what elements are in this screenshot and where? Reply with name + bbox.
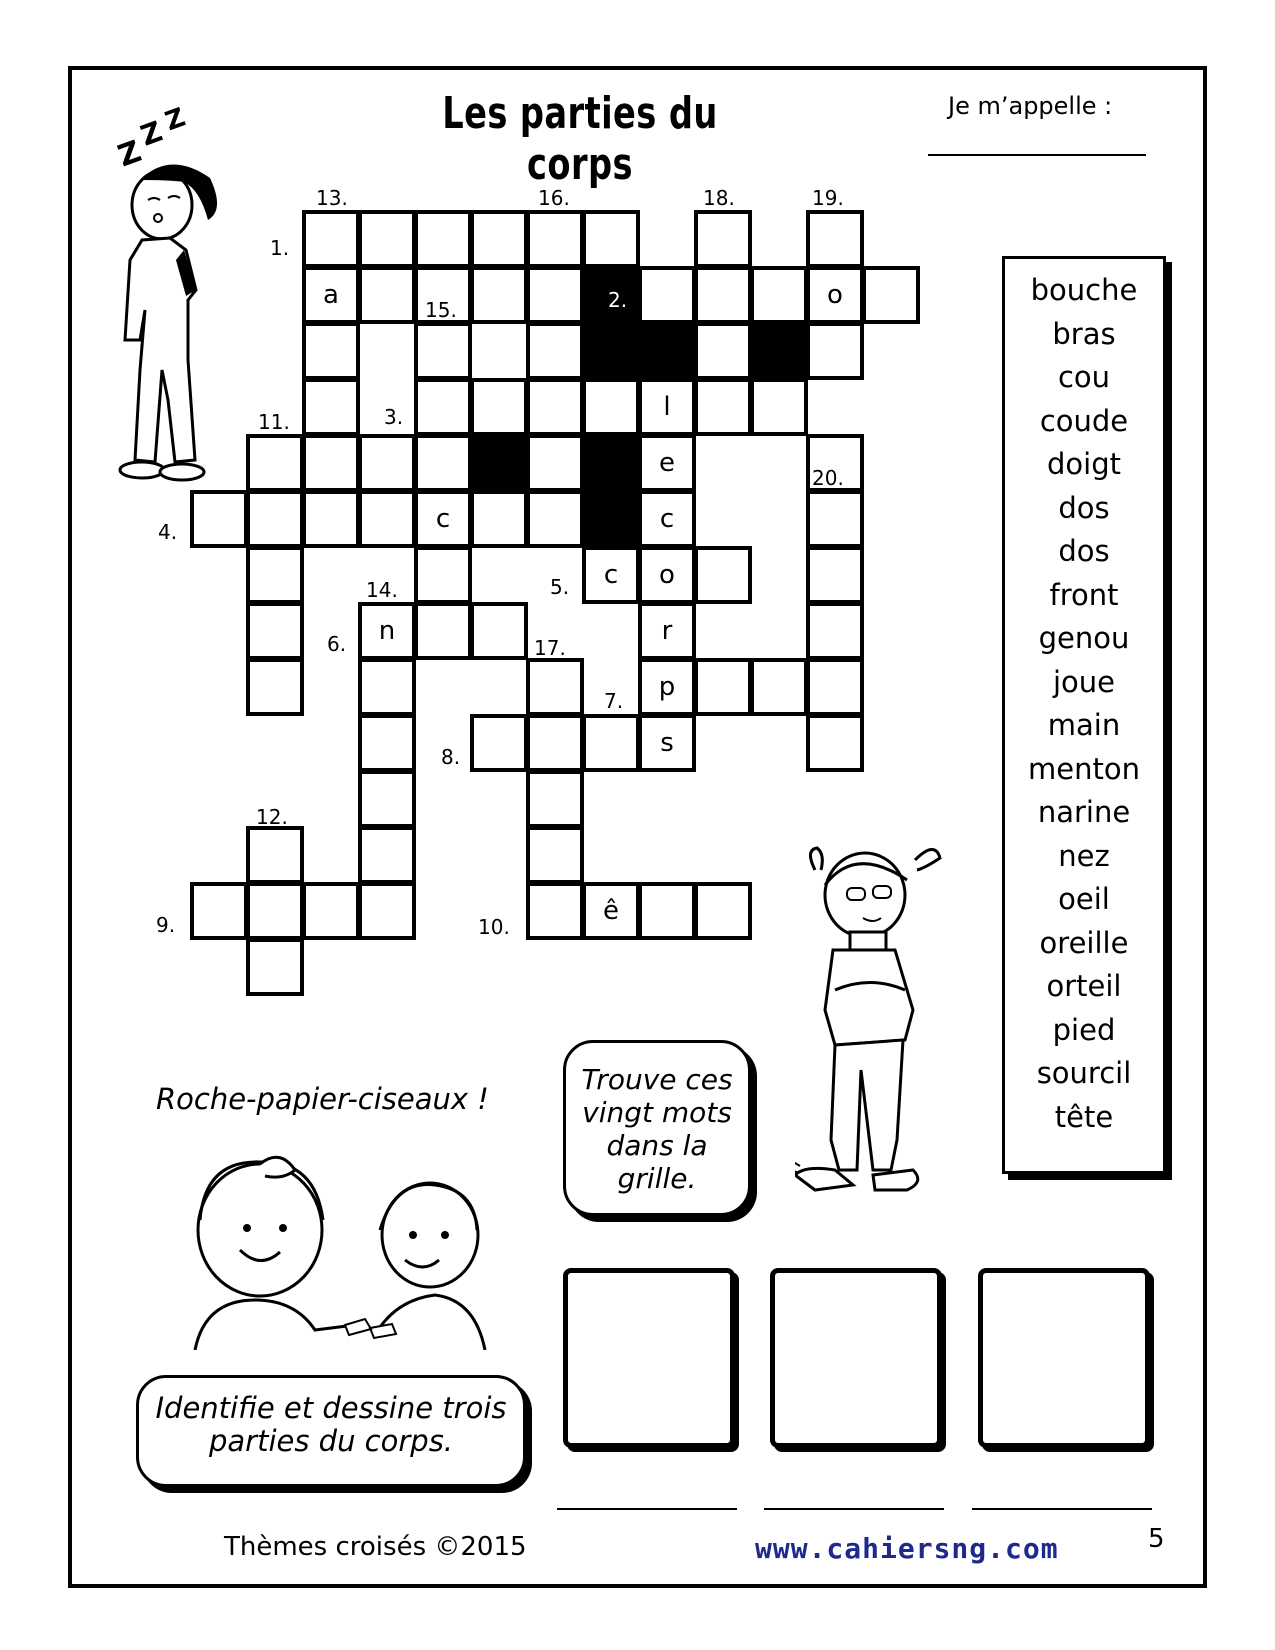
clue-number: 6. (327, 632, 347, 656)
crossword-cell[interactable] (694, 658, 752, 716)
crossword-cell[interactable] (638, 434, 696, 492)
crossword-cell[interactable] (638, 546, 696, 604)
clue-number: 8. (441, 745, 461, 769)
given-letter: a (323, 280, 339, 310)
crossword-cell[interactable] (638, 490, 696, 548)
name-label: Je m’appelle : (948, 92, 1113, 120)
crossword-cell[interactable] (302, 322, 360, 380)
kids-rps-illustration (165, 1150, 505, 1350)
word-list-item: main (1047, 708, 1121, 742)
crossword-cell[interactable] (582, 378, 640, 436)
word-list-item: pied (1052, 1012, 1116, 1047)
word-list-item: front (1049, 577, 1119, 612)
word-list-item: dos (1058, 534, 1110, 568)
word-list-item: coude (1039, 403, 1129, 438)
crossword-cell[interactable] (414, 490, 472, 548)
crossword-cell[interactable] (414, 210, 472, 268)
crossword-cell[interactable] (526, 322, 584, 380)
crossword-cell[interactable] (694, 378, 752, 436)
crossword-cell[interactable] (246, 490, 304, 548)
given-letter: c (603, 560, 619, 590)
clue-number: 17. (534, 636, 566, 660)
crossword-cell[interactable] (470, 210, 528, 268)
drawing-label-line-1[interactable] (557, 1508, 737, 1510)
clue-number: 2. (608, 288, 628, 312)
crossword-cell[interactable] (526, 266, 584, 324)
word-list-item: joue (1052, 664, 1116, 699)
svg-text:Z: Z (113, 134, 146, 175)
find-words-bubble: Trouve ces vingt mots dans la grille. (563, 1040, 751, 1216)
given-letter: o (827, 280, 843, 310)
clue-number: 9. (156, 913, 176, 937)
crossword-cell[interactable] (638, 602, 696, 660)
clue-number: 16. (538, 186, 570, 210)
crossword-cell[interactable] (358, 826, 416, 884)
clue-number: 1. (270, 236, 290, 260)
crossword-cell[interactable] (862, 266, 920, 324)
crossword-cell[interactable] (526, 490, 584, 548)
crossword-cell[interactable] (582, 546, 640, 604)
page-title: Les parties du corps (442, 88, 718, 190)
clue-number: 4. (158, 520, 178, 544)
clue-number: 11. (258, 410, 290, 434)
crossword-cell[interactable] (806, 490, 864, 548)
clue-number: 3. (384, 405, 404, 429)
crossword-cell[interactable] (470, 266, 528, 324)
drawing-box-3[interactable] (978, 1268, 1150, 1448)
word-list-item: oeil (1058, 882, 1110, 916)
word-list-item: tête (1054, 1099, 1114, 1134)
crossword-cell[interactable] (246, 546, 304, 604)
crossword-cell[interactable] (638, 658, 696, 716)
crossword-cell[interactable] (470, 714, 528, 772)
crossword-cell[interactable] (638, 714, 696, 772)
crossword-cell[interactable] (694, 266, 752, 324)
crossword-cell[interactable] (806, 322, 864, 380)
crossword-cell[interactable] (302, 882, 360, 940)
clue-number: 14. (366, 578, 398, 602)
crossword-cell[interactable] (806, 714, 864, 772)
crossword-cell[interactable] (582, 714, 640, 772)
crossword-cell[interactable] (414, 378, 472, 436)
crossword-cell[interactable] (246, 602, 304, 660)
given-letter: r (661, 616, 673, 646)
given-letter: e (659, 448, 675, 478)
draw-parts-bubble: Identifie et dessine trois parties du corps. (136, 1375, 526, 1487)
word-list-item: menton (1028, 751, 1140, 786)
crossword-cell[interactable] (582, 882, 640, 940)
word-list (1005, 259, 1163, 1139)
svg-text:Z: Z (136, 114, 167, 153)
footer-copyright: Thèmes croisés ©2015 (224, 1532, 527, 1562)
crossword-cell[interactable] (806, 658, 864, 716)
crossword-cell[interactable] (302, 490, 360, 548)
given-letter: ê (603, 896, 619, 926)
crossword-cell[interactable] (638, 266, 696, 324)
crossword-cell[interactable] (358, 434, 416, 492)
crossword-cell[interactable] (526, 434, 584, 492)
crossword-cell[interactable] (414, 322, 472, 380)
word-list-item: dos (1058, 490, 1110, 525)
crossword-cell[interactable] (246, 882, 304, 940)
crossword-cell[interactable] (638, 882, 696, 940)
crossword-cell[interactable] (694, 322, 752, 380)
crossword-cell[interactable] (358, 770, 416, 828)
clue-number: 20. (812, 466, 844, 490)
crossword-cell[interactable] (358, 714, 416, 772)
given-letter: s (660, 728, 674, 758)
clue-number: 15. (425, 298, 457, 322)
rps-caption: Roche-papier-ciseaux ! (156, 1082, 489, 1116)
clue-number: 10. (478, 915, 510, 939)
crossword-cell[interactable] (358, 882, 416, 940)
crossword-cell[interactable] (470, 602, 528, 660)
crossword-cell[interactable] (806, 546, 864, 604)
page-number: 5 (1148, 1524, 1165, 1554)
crossword-cell[interactable] (526, 826, 584, 884)
drawing-box-1[interactable] (563, 1268, 735, 1448)
crossword-cell[interactable] (470, 490, 528, 548)
crossword-cell[interactable] (526, 210, 584, 268)
clue-number: 5. (550, 575, 570, 599)
crossword-cell[interactable] (414, 546, 472, 604)
crossword-black-cell (470, 434, 528, 492)
crossword-cell[interactable] (190, 882, 248, 940)
given-letter: c (659, 504, 675, 534)
crossword-cell[interactable] (414, 434, 472, 492)
crossword-cell[interactable] (302, 434, 360, 492)
clue-number: 18. (703, 186, 735, 210)
crossword-cell[interactable] (358, 658, 416, 716)
word-list-item: bouche (1030, 273, 1138, 307)
drawing-label-line-2[interactable] (764, 1508, 944, 1510)
given-letter: p (658, 672, 676, 702)
crossword-cell[interactable] (246, 658, 304, 716)
crossword-cell[interactable] (358, 266, 416, 324)
crossword-black-cell (582, 434, 640, 492)
clue-number: 12. (256, 805, 288, 829)
word-list-item: cou (1057, 360, 1111, 394)
crossword-cell[interactable] (694, 882, 752, 940)
crossword-cell[interactable] (470, 378, 528, 436)
crossword-cell[interactable] (358, 210, 416, 268)
crossword-cell[interactable] (750, 378, 808, 436)
crossword-black-cell (582, 490, 640, 548)
crossword-cell[interactable] (246, 826, 304, 884)
crossword-cell[interactable] (414, 602, 472, 660)
word-list-box (1002, 256, 1166, 1174)
word-list-item: doigt (1047, 447, 1121, 481)
clue-number: 13. (316, 186, 348, 210)
given-letter: l (663, 392, 671, 422)
crossword-cell[interactable] (246, 938, 304, 996)
footer-url-link[interactable]: www.cahiersng.com (755, 1532, 1059, 1565)
crossword-black-cell (582, 266, 640, 324)
crossword-cell[interactable] (750, 266, 808, 324)
crossword-cell[interactable] (358, 602, 416, 660)
crossword-cell[interactable] (582, 210, 640, 268)
crossword-cell[interactable] (806, 602, 864, 660)
girl-glasses-illustration (795, 840, 945, 1220)
crossword-cell[interactable] (526, 714, 584, 772)
drawing-label-line-3[interactable] (972, 1508, 1152, 1510)
crossword-cell[interactable] (526, 378, 584, 436)
crossword-cell[interactable] (302, 266, 360, 324)
word-list-item: oreille (1039, 925, 1129, 960)
crossword-cell[interactable] (526, 882, 584, 940)
crossword-black-cell (638, 322, 696, 380)
crossword-cell[interactable] (694, 210, 752, 268)
word-list-item: genou (1038, 621, 1130, 655)
clue-number: 7. (604, 689, 624, 713)
clue-number: 19. (812, 186, 844, 210)
given-letter: c (435, 504, 451, 534)
crossword-cell[interactable] (638, 378, 696, 436)
word-list-item: sourcil (1036, 1056, 1132, 1090)
word-list-item: orteil (1046, 969, 1122, 1003)
crossword-cell[interactable] (694, 546, 752, 604)
given-letter: o (659, 560, 675, 590)
crossword-black-cell (582, 322, 640, 380)
svg-text:Z: Z (161, 102, 190, 138)
crossword-cell[interactable] (246, 434, 304, 492)
crossword-cell[interactable] (302, 378, 360, 436)
crossword-cell[interactable] (526, 658, 584, 716)
crossword-cell[interactable] (806, 266, 864, 324)
crossword-cell[interactable] (806, 210, 864, 268)
crossword-cell[interactable] (750, 658, 808, 716)
crossword-cell[interactable] (302, 210, 360, 268)
word-list-item: narine (1037, 795, 1131, 829)
crossword-cell[interactable] (358, 490, 416, 548)
given-letter: n (378, 616, 396, 646)
crossword-cell[interactable] (526, 770, 584, 828)
word-list-item: nez (1058, 838, 1110, 873)
crossword-cell[interactable] (190, 490, 248, 548)
crossword-black-cell (750, 322, 808, 380)
word-list-item: bras (1052, 316, 1116, 351)
drawing-box-2[interactable] (770, 1268, 942, 1448)
